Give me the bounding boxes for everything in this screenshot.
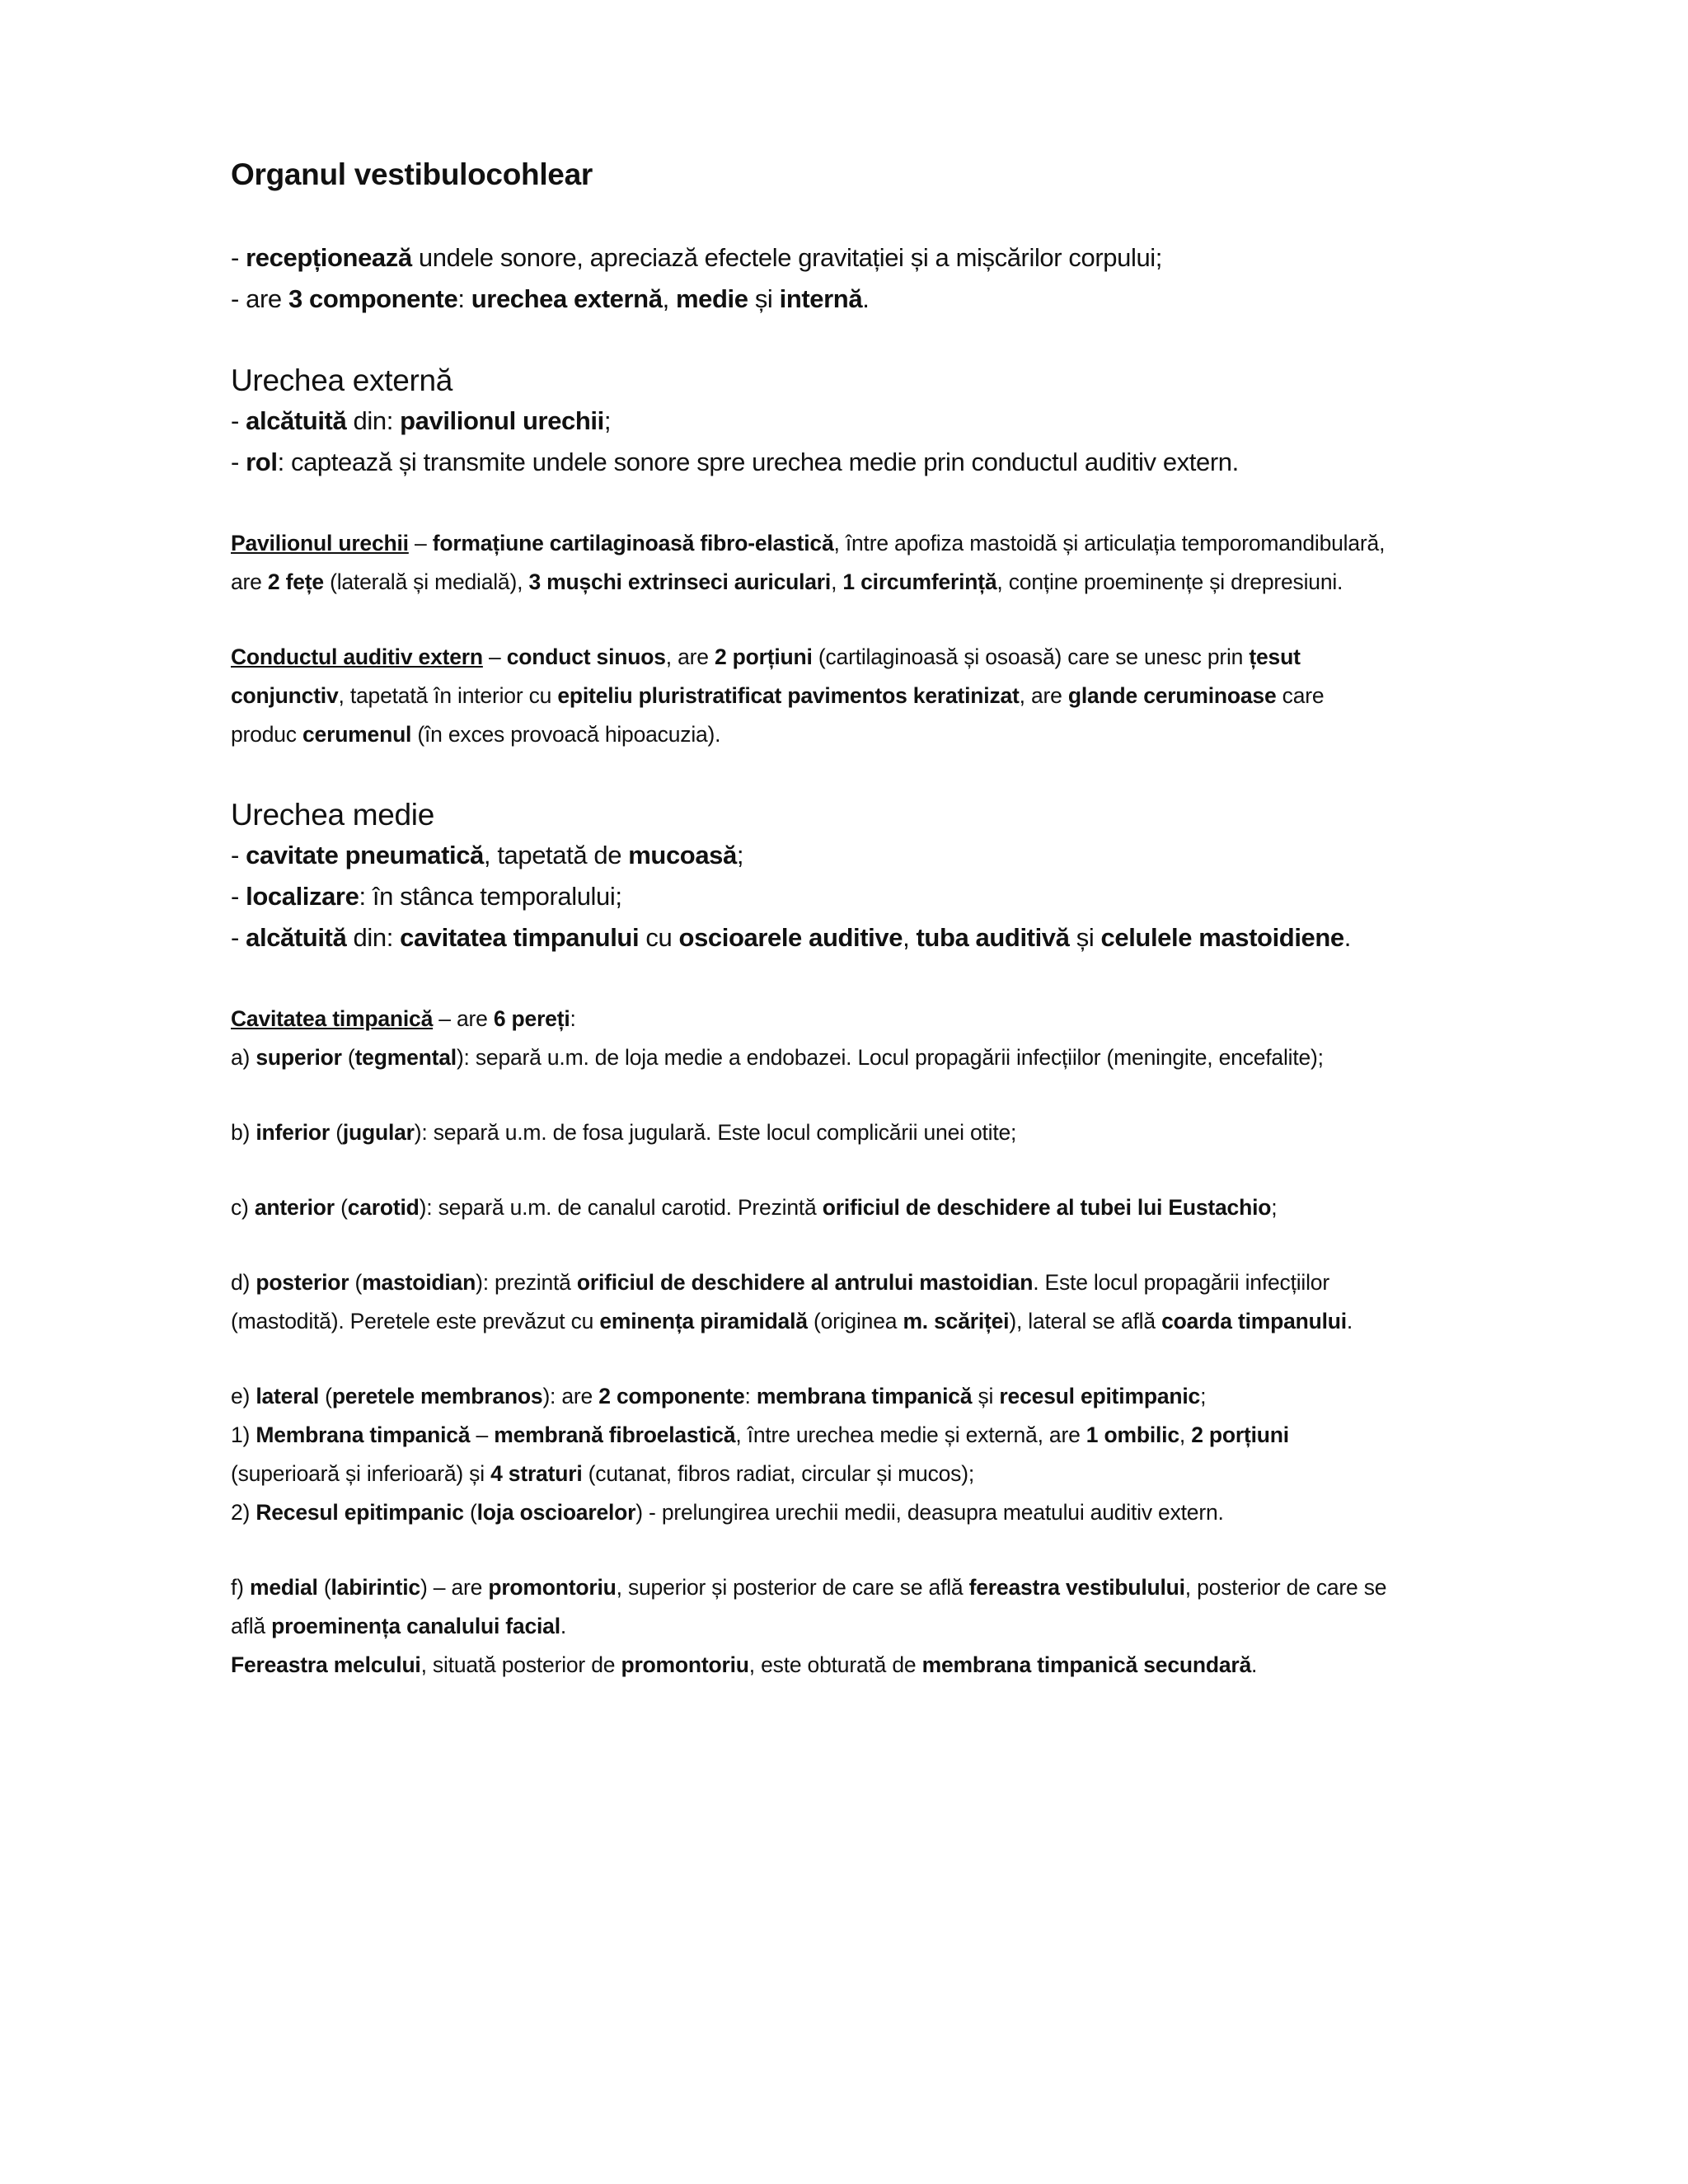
text: ,	[831, 569, 843, 594]
text: b)	[231, 1120, 256, 1145]
text: din:	[346, 406, 401, 435]
text: :	[570, 1006, 576, 1031]
text: ;	[1271, 1195, 1278, 1220]
wall-inferior	[231, 1113, 1550, 1152]
bold-term: alcătuită	[246, 923, 347, 952]
text: și	[972, 1384, 1000, 1408]
text: : în stânca temporalului;	[359, 882, 622, 911]
bold-term: promontoriu	[488, 1575, 617, 1600]
bold-term: orificiul de deschidere al antrului mastoidian	[576, 1270, 1034, 1295]
bold-term: cavitatea timpanului	[400, 923, 640, 952]
text: produc	[231, 722, 302, 747]
bold-term: 1 ombilic	[1085, 1422, 1179, 1447]
bold-term: mastoidian	[362, 1270, 476, 1295]
bold-term: tuba auditivă	[916, 923, 1070, 952]
intro-line-1	[231, 237, 1550, 279]
text: află	[231, 1614, 272, 1638]
bold-term: internă	[779, 284, 863, 313]
text: ): separă u.m. de canalul carotid. Prezintă	[419, 1195, 823, 1220]
text: a)	[231, 1045, 256, 1070]
paragraph-pavilion	[231, 524, 1550, 602]
text: (cartilaginoasă și osoasă) care se unesc prin	[812, 644, 1250, 669]
bold-term: localizare	[246, 882, 359, 911]
paragraph-ear-canal	[231, 638, 1550, 754]
bold-term: alcătuită	[246, 406, 347, 435]
bold-term: 3 mușchi extrinseci auriculari	[528, 569, 832, 594]
text: (	[330, 1120, 343, 1145]
bold-term: inferior	[256, 1120, 331, 1145]
bold-term: conduct sinuos	[506, 644, 666, 669]
wall-posterior	[231, 1263, 1550, 1341]
paragraph-tympanic-cavity	[231, 1000, 1550, 1077]
bold-term: posterior	[256, 1270, 349, 1295]
text: din:	[346, 923, 401, 952]
text: (	[341, 1045, 355, 1070]
text: , superior și posterior de care se află	[616, 1575, 969, 1600]
text: , este obturată de	[748, 1652, 922, 1677]
bold-term: carotid	[347, 1195, 420, 1220]
wall-lateral	[231, 1377, 1550, 1532]
bold-term: eminența piramidală	[599, 1309, 808, 1333]
bold-term: celulele mastoidiene	[1100, 923, 1344, 952]
bold-term: cerumenul	[302, 722, 412, 747]
bold-term: membrană fibroelastică	[494, 1422, 736, 1447]
text: .	[1251, 1652, 1258, 1677]
text: ): are	[542, 1384, 599, 1408]
underlined-term: Cavitatea timpanică	[231, 1006, 434, 1031]
text: -	[231, 406, 246, 435]
bold-term: Recesul epitimpanic	[256, 1500, 464, 1525]
text: , între urechea medie și externă, are	[735, 1422, 1086, 1447]
text: :	[457, 284, 471, 313]
text: – are	[433, 1006, 494, 1031]
text: , are	[1019, 683, 1068, 708]
middle-ear-line-2	[231, 876, 1550, 917]
text: ): separă u.m. de fosa jugulară. Este locul complicării unei otite;	[414, 1120, 1017, 1145]
bold-term: mucoasă	[628, 841, 737, 869]
text: ;	[736, 841, 744, 869]
bold-term: 1 circumferință	[842, 569, 997, 594]
section-heading-external-ear: Urechea externă	[231, 363, 453, 397]
text: ,	[662, 284, 676, 313]
text: (mastodită). Peretele este prevăzut cu	[231, 1309, 600, 1333]
bold-term: 2 porțiuni	[714, 644, 813, 669]
bold-term: țesut	[1249, 644, 1301, 669]
text: , are	[665, 644, 715, 669]
text: e)	[231, 1384, 256, 1408]
text: , între apofiza mastoidă și articulația temporomandibulară,	[833, 531, 1386, 555]
bold-term: Fereastra melcului	[231, 1652, 421, 1677]
text: 1)	[231, 1422, 256, 1447]
bold-term: fereastra vestibulului	[968, 1575, 1185, 1600]
bold-term: superior	[256, 1045, 342, 1070]
bold-term: 2 porțiuni	[1191, 1422, 1289, 1447]
bold-term: epiteliu pluristratificat pavimentos keratinizat	[557, 683, 1020, 708]
bold-term: membrana timpanică	[756, 1384, 973, 1408]
text: , situată posterior de	[420, 1652, 621, 1677]
text: , posterior de care se	[1184, 1575, 1387, 1600]
text: : captează și transmite undele sonore spre urechea medie prin conductul auditiv extern.	[277, 448, 1239, 476]
text: –	[408, 531, 433, 555]
bold-term: anterior	[254, 1195, 335, 1220]
text: , conține proeminențe și drepresiuni.	[996, 569, 1343, 594]
text: undele sonore, apreciază efectele gravitației și a mișcărilor corpului;	[411, 243, 1162, 272]
bold-term: 2 componente	[598, 1384, 745, 1408]
bold-term: Membrana timpanică	[256, 1422, 471, 1447]
text: și	[1069, 923, 1101, 952]
text: are	[231, 569, 268, 594]
external-ear-line-2	[231, 442, 1550, 483]
section-heading-middle-ear: Urechea medie	[231, 798, 435, 832]
bold-term: tegmental	[354, 1045, 457, 1070]
text: (originea	[807, 1309, 903, 1333]
bold-term: 6 pereți	[493, 1006, 570, 1031]
text: -	[231, 448, 246, 476]
bold-term: medie	[676, 284, 748, 313]
text: c)	[231, 1195, 255, 1220]
bold-term: urechea externă	[471, 284, 663, 313]
bold-term: glande ceruminoase	[1067, 683, 1277, 708]
bold-term: loja oscioarelor	[476, 1500, 636, 1525]
text: ;	[603, 406, 612, 435]
bold-term: orificiul de deschidere al tubei lui Eustachio	[822, 1195, 1272, 1220]
text: , tapetată în interior cu	[338, 683, 558, 708]
bold-term: membrana timpanică secundară	[921, 1652, 1252, 1677]
text: ), lateral se află	[1009, 1309, 1162, 1333]
text: .	[1346, 1309, 1353, 1333]
text: -	[231, 882, 246, 911]
text: -	[231, 243, 246, 272]
bold-term: oscioarele auditive	[678, 923, 903, 952]
bold-term: coarda timpanului	[1161, 1309, 1347, 1333]
bold-term: 2 fețe	[267, 569, 324, 594]
text: cu	[639, 923, 679, 952]
underlined-term: Conductul auditiv extern	[231, 644, 483, 669]
text: . Este locul propagării infecțiilor	[1033, 1270, 1329, 1295]
text: care	[1276, 683, 1325, 708]
bold-term: m. scăriței	[903, 1309, 1010, 1333]
text: ) - prelungirea urechii medii, deasupra meatului auditiv extern.	[635, 1500, 1224, 1525]
bold-term: jugular	[342, 1120, 415, 1145]
text: (în exces provoacă hipoacuzia).	[411, 722, 721, 747]
bold-term: rol	[246, 448, 278, 476]
text: (laterală și medială),	[323, 569, 529, 594]
bold-term: labirintic	[331, 1575, 420, 1600]
text: .	[862, 284, 870, 313]
text: ): prezintă	[476, 1270, 577, 1295]
bold-term: 3 componente	[288, 284, 458, 313]
text: –	[482, 644, 507, 669]
bold-term: formațiune cartilaginoasă fibro-elastică	[432, 531, 834, 555]
page-title: Organul vestibulocohlear	[231, 157, 593, 191]
text: –	[470, 1422, 495, 1447]
text: .	[1343, 923, 1351, 952]
text: -	[231, 841, 246, 869]
bold-term: conjunctiv	[231, 683, 339, 708]
wall-anterior	[231, 1188, 1550, 1227]
text: ): separă u.m. de loja medie a endobazei. Locul propagării infecțiilor (meningite, encefalite);	[456, 1045, 1324, 1070]
text: -	[231, 923, 246, 952]
text: d)	[231, 1270, 256, 1295]
bold-term: proeminența canalului facial	[271, 1614, 560, 1638]
text: (	[349, 1270, 363, 1295]
text: (	[319, 1384, 332, 1408]
bold-term: lateral	[256, 1384, 320, 1408]
text: (	[317, 1575, 331, 1600]
text: :	[744, 1384, 757, 1408]
text: .	[560, 1614, 567, 1638]
text: , tapetată de	[483, 841, 629, 869]
text: (superioară și inferioară) și	[231, 1461, 491, 1486]
text: ;	[1200, 1384, 1207, 1408]
text: și	[748, 284, 780, 313]
underlined-term: Pavilionul urechii	[231, 531, 409, 555]
external-ear-line-1	[231, 401, 1550, 442]
text: f)	[231, 1575, 250, 1600]
bold-term: recesul epitimpanic	[999, 1384, 1201, 1408]
text: ,	[903, 923, 917, 952]
middle-ear-line-3	[231, 917, 1550, 958]
middle-ear-line-1	[231, 835, 1550, 876]
text: ) – are	[420, 1575, 489, 1600]
wall-medial	[231, 1568, 1550, 1685]
bold-term: pavilionul urechii	[400, 406, 604, 435]
bold-term: promontoriu	[621, 1652, 749, 1677]
text: (cutanat, fibros radiat, circular și mucos);	[582, 1461, 975, 1486]
bold-term: medial	[249, 1575, 318, 1600]
text: (	[334, 1195, 348, 1220]
text: - are	[231, 284, 288, 313]
bold-term: peretele membranos	[331, 1384, 543, 1408]
intro-line-2	[231, 279, 1550, 320]
bold-term: recepționează	[246, 243, 412, 272]
text: ,	[1179, 1422, 1192, 1447]
text: 2)	[231, 1500, 256, 1525]
bold-term: 4 straturi	[490, 1461, 583, 1486]
bold-term: cavitate pneumatică	[246, 841, 484, 869]
text: (	[463, 1500, 477, 1525]
document-page	[231, 155, 1550, 1685]
